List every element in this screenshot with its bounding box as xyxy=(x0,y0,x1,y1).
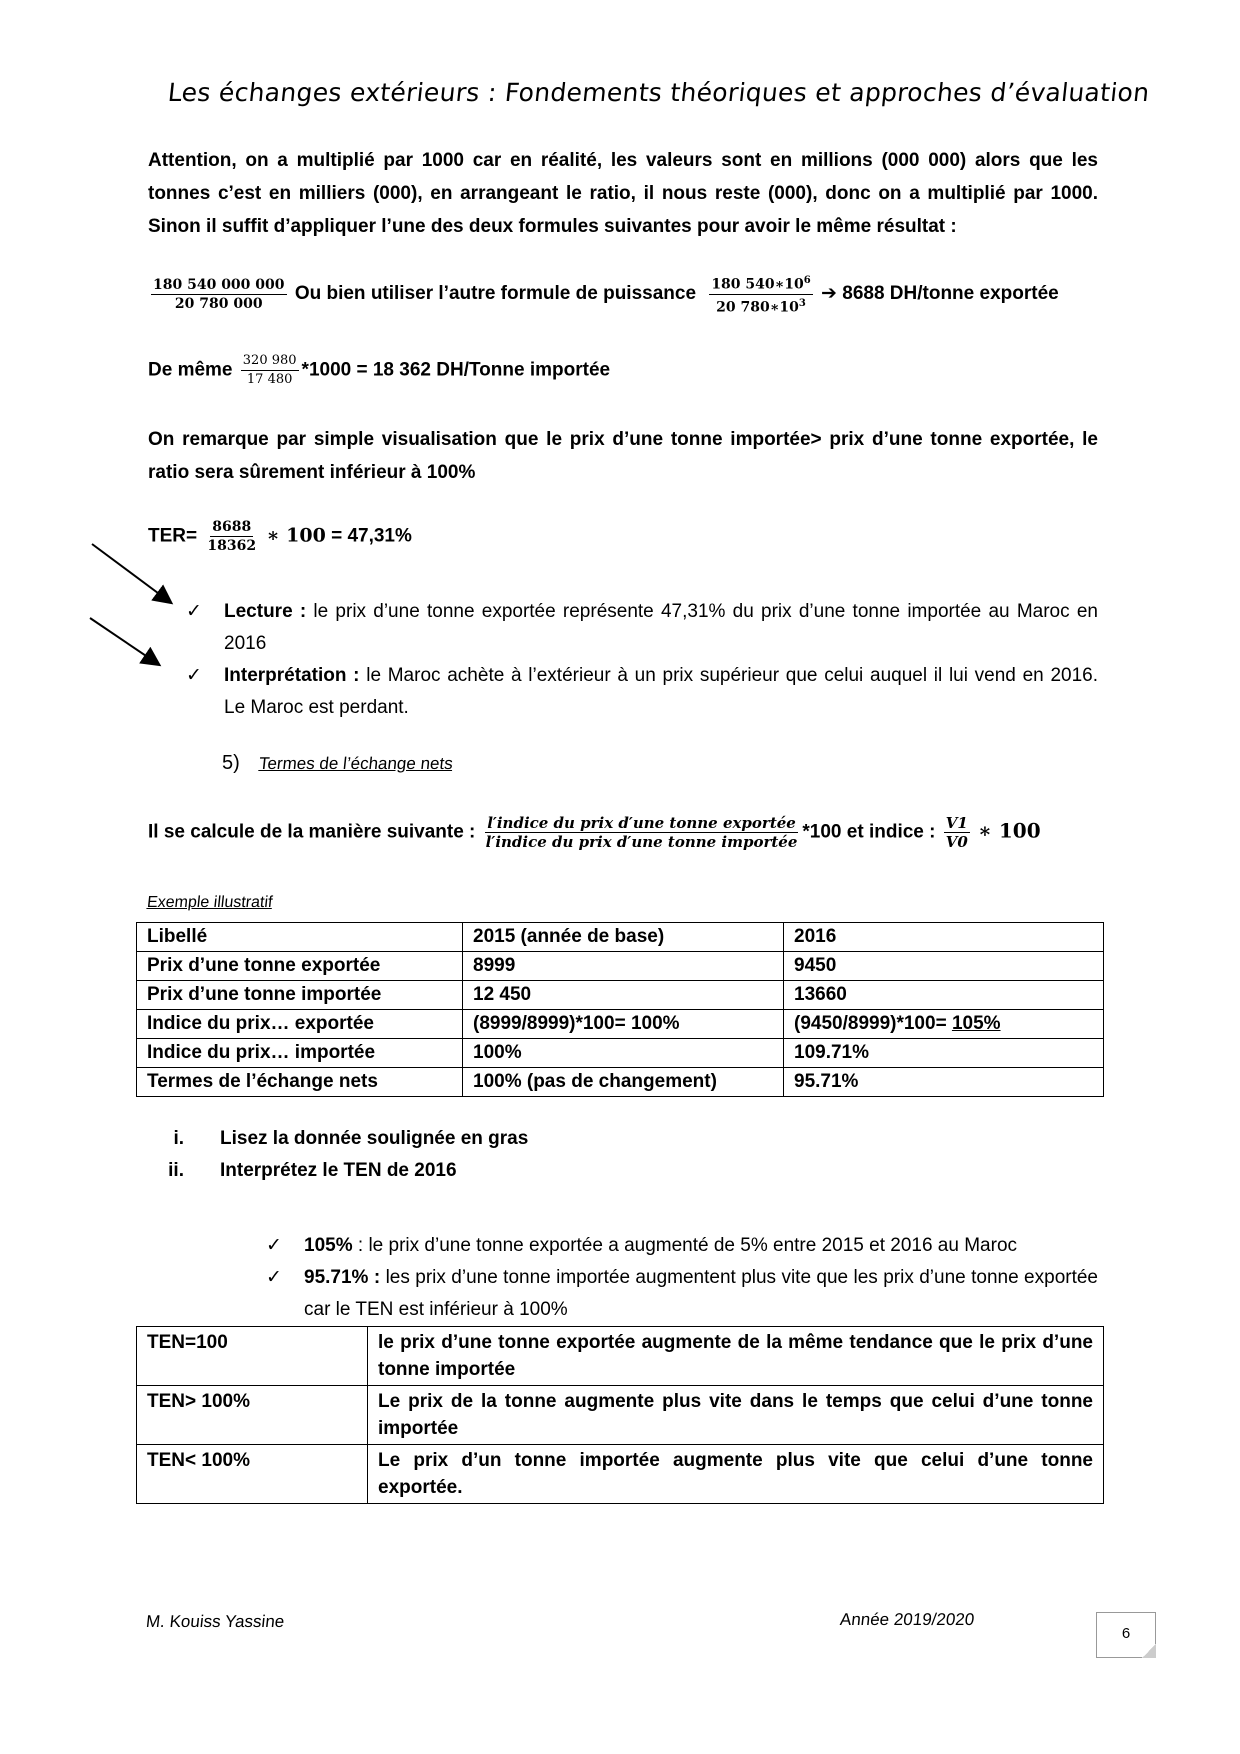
table-cell: Termes de l’échange nets xyxy=(137,1068,463,1097)
item-text: le prix d’une tonne exportée représente 47,31% du prix d’une tonne importée au Maroc en 2016 xyxy=(224,601,1098,654)
checklist-item xyxy=(266,1262,1098,1326)
check-icon: ✓ xyxy=(186,665,202,686)
table-cell: 2016 xyxy=(784,923,1104,952)
question-number: ii. xyxy=(168,1160,184,1181)
table-row xyxy=(137,1068,1104,1097)
table-row xyxy=(137,952,1104,981)
footer-author: M. Kouiss Yassine xyxy=(145,1612,286,1631)
table-row xyxy=(137,1386,1104,1445)
formula-text: *100 et indice : xyxy=(802,821,936,843)
item-label: 95.71% : xyxy=(304,1267,381,1288)
formula-ten xyxy=(148,814,1041,851)
arrow-icon xyxy=(90,618,158,664)
table-cell: Prix d’une tonne importée xyxy=(137,981,463,1010)
table-row xyxy=(137,1327,1104,1386)
checklist-item xyxy=(266,1230,1098,1262)
table-cell: le prix d’une tonne exportée augmente de la même tendance que le prix d’une tonne importée xyxy=(368,1327,1104,1386)
fraction-numerator: 180 540 000 000 xyxy=(153,276,285,293)
formula-result: 8688 DH/tonne exportée xyxy=(842,283,1059,305)
item-label: 105% xyxy=(304,1235,353,1256)
item-text: le Maroc achète à l’extérieur à un prix supérieur que celui auquel il lui vend en 2016. Le Maroc est perdant. xyxy=(224,665,1098,718)
fraction-denominator: l′indice du prix d′une tonne importée xyxy=(485,833,798,851)
check-icon: ✓ xyxy=(266,1235,282,1256)
fraction-denominator: 20 780 000 xyxy=(174,295,263,312)
ter-prefix: TER= xyxy=(148,525,198,547)
arrow-icon xyxy=(92,544,170,602)
numerator-exponent: 6 xyxy=(803,275,811,286)
section-heading xyxy=(222,752,453,775)
denominator-base: 20 780∗10 xyxy=(716,299,799,316)
table-cell: 100% (pas de changement) xyxy=(463,1068,784,1097)
page-number-box xyxy=(1096,1612,1156,1658)
table-row xyxy=(137,923,1104,952)
table-cell: Le prix de la tonne augmente plus vite dans le temps que celui d’une tonne importée xyxy=(368,1386,1104,1445)
check-icon: ✓ xyxy=(186,601,202,622)
fraction-numerator: l′indice du prix d′une tonne exportée xyxy=(487,814,796,832)
ter-result: = 47,31% xyxy=(325,525,412,547)
fraction-export xyxy=(151,276,287,313)
fraction-import xyxy=(241,352,299,389)
table-cell: 12 450 xyxy=(463,981,784,1010)
fraction-denominator xyxy=(714,295,808,317)
fraction-index xyxy=(944,814,970,851)
table-cell: TEN< 100% xyxy=(137,1445,368,1504)
fraction-ten xyxy=(484,814,800,851)
question-number: i. xyxy=(173,1128,184,1149)
table-cell: TEN> 100% xyxy=(137,1386,368,1445)
table-cell: Prix d’une tonne exportée xyxy=(137,952,463,981)
checklist-item xyxy=(186,660,1098,724)
item-label: Interprétation : xyxy=(224,665,360,686)
remark-paragraph: On remarque par simple visualisation que le prix d’une tonne importée> prix d’une tonne exportée, le ratio sera sûrement inférieur à 100% xyxy=(148,429,1098,483)
table-row xyxy=(137,981,1104,1010)
table-cell: Indice du prix… exportée xyxy=(137,1010,463,1039)
footer-year: Année 2019/2020 xyxy=(839,1610,976,1629)
table-cell: 2015 (année de base) xyxy=(463,923,784,952)
fraction-denominator: 18362 xyxy=(207,538,257,554)
table-row xyxy=(137,1445,1104,1504)
table-row xyxy=(137,1010,1104,1039)
section-number: 5) xyxy=(222,752,240,774)
question-item xyxy=(148,1128,528,1150)
fraction-ter xyxy=(205,518,258,555)
table-cell xyxy=(784,1010,1104,1039)
page-number: 6 xyxy=(1121,1625,1131,1642)
fraction-numerator: 8688 xyxy=(212,519,252,535)
question-text: Interprétez le TEN de 2016 xyxy=(220,1160,457,1181)
formula-prefix: Il se calcule de la manière suivante : xyxy=(148,821,476,843)
fraction-power xyxy=(709,272,812,316)
table-cell: (8999/8999)*100= 100% xyxy=(463,1010,784,1039)
ten-table xyxy=(136,1326,1104,1504)
intro-paragraph: Attention, on a multiplié par 1000 car en réalité, les valeurs sont en millions (000 000) alors que les tonnes c’est en milliers (000), en arrangeant le ratio, il nous reste (000), donc on a multiplié par 1000. Sinon il suffit d’appliquer l’une des deux formules suivantes pour avoir le même résultat : xyxy=(148,150,1098,237)
item-label: Lecture : xyxy=(224,601,307,622)
table-cell: 13660 xyxy=(784,981,1104,1010)
section-label: Termes de l’échange nets xyxy=(258,754,455,773)
numerator-base: 180 540∗10 xyxy=(711,276,804,293)
fraction-numerator xyxy=(709,272,812,295)
denominator-exponent: 3 xyxy=(798,297,806,309)
formula-result: *1000 = 18 362 DH/Tonne importée xyxy=(301,359,611,381)
check-icon: ✓ xyxy=(266,1267,282,1288)
fraction-numerator: 320 980 xyxy=(241,352,299,371)
fraction-denominator: V0 xyxy=(945,833,968,851)
table-cell: TEN=100 xyxy=(137,1327,368,1386)
table-cell: Indice du prix… importée xyxy=(137,1039,463,1068)
checklist-item xyxy=(186,596,1098,660)
ter-multiplier: ∗ 100 xyxy=(266,524,326,547)
formula-multiplier: ∗ 100 xyxy=(978,818,1041,843)
cell-text: (9450/8999)*100= xyxy=(794,1013,952,1034)
fraction-denominator: 17 480 xyxy=(246,372,293,387)
table-cell: Le prix d’un tonne importée augmente plus vite que celui d’une tonne exportée. xyxy=(368,1445,1104,1504)
table-row xyxy=(137,1039,1104,1068)
table-cell: Libellé xyxy=(137,923,463,952)
formula-prefix: De même xyxy=(148,359,233,381)
underlined-value: 105% xyxy=(951,1013,1001,1034)
pointer-arrows xyxy=(88,540,188,670)
item-text: : le prix d’une tonne exportée a augmenté de 5% entre 2015 et 2016 au Maroc xyxy=(352,1235,1018,1256)
example-table xyxy=(136,922,1104,1097)
table-cell: 100% xyxy=(463,1039,784,1068)
page-title: Les échanges extérieurs : Fondements théoriques et approches d’évaluation xyxy=(166,78,1151,107)
formula-import-price xyxy=(148,352,610,389)
table-cell: 8999 xyxy=(463,952,784,981)
page-fold-icon xyxy=(1142,1644,1156,1658)
example-label: Exemple illustratif xyxy=(146,894,274,911)
arrow-icon: ➔ xyxy=(821,283,837,305)
item-text: les prix d’une tonne importée augmentent plus vite que les prix d’une tonne exportée car le TEN est inférieur à 100% xyxy=(304,1267,1098,1320)
table-cell: 95.71% xyxy=(784,1068,1104,1097)
formula-text: Ou bien utiliser l’autre formule de puissance xyxy=(294,283,697,305)
formula-export-price xyxy=(148,272,1059,316)
fraction-numerator: V1 xyxy=(945,814,968,832)
question-item xyxy=(148,1160,457,1182)
table-cell: 9450 xyxy=(784,952,1104,981)
table-cell: 109.71% xyxy=(784,1039,1104,1068)
question-text: Lisez la donnée soulignée en gras xyxy=(220,1128,529,1149)
